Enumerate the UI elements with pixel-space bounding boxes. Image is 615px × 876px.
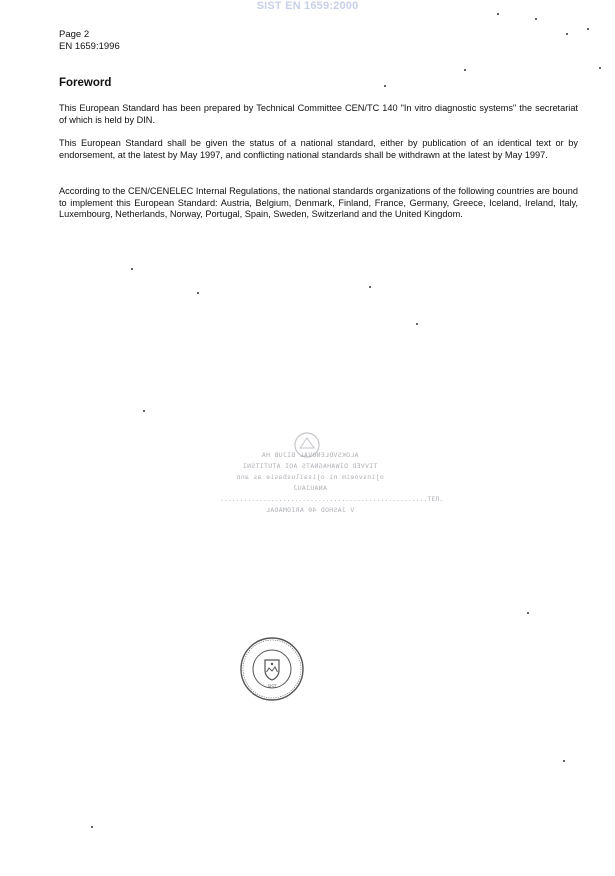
page-header (59, 29, 120, 53)
foreword-paragraph: According to the CEN/CENELEC Internal Regulations, the national standards organizations of the following countries are bound to implement this European Standard: Austria, Belgium, Denmark, Finland, France, Germany, Greece, Iceland, Ireland, Italy, Luxembourg, Netherlands, Norway, Portugal, Spain, Sweden, Switzerland and the United Kingdom. (59, 186, 578, 219)
page-number: Page 2 (59, 29, 90, 40)
foreword-paragraph: This European Standard has been prepared by Technical Committee CEN/TC 140 "In vitro diagnostic systems" the secretariat of which is held by DIN. (59, 103, 578, 125)
foreword-title: Foreword (59, 77, 112, 89)
foreword-paragraph: This European Standard shall be given the status of a national standard, either by publication of an identical text or by endorsement, at the latest by May 1997, and conflicting national standards shall be withdrawn at the latest by May 1997. (59, 138, 578, 160)
seal-icon (239, 636, 305, 702)
faded-stamp: ALOKSVDLENOVAL BIJUB HA TIVVED DIWAHAGNATS AOI ATUTITSNI ojinsvoeim ni ojisailusbasie as ann ANAUJAUJ .....................................................ТЕЛ. V JASHOD 40 ARIOMAOAL (220, 451, 444, 514)
watermark: SIST EN 1659:2000 (256, 0, 359, 12)
standard-number: EN 1659:1996 (59, 41, 120, 52)
svg-text:SIST: SIST (267, 684, 277, 689)
